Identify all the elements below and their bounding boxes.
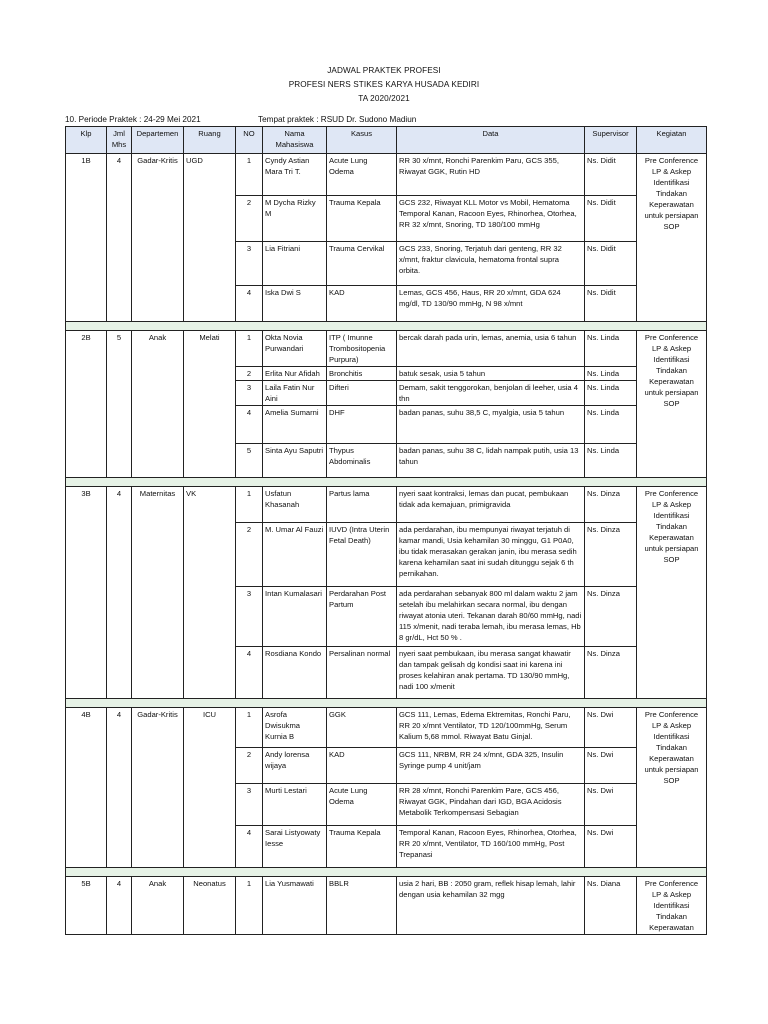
cell-no: 2 (236, 196, 263, 242)
cell-kasus: Trauma Kepala (327, 826, 397, 868)
table-row (66, 331, 707, 367)
cell-nama-mahasiswa: Amelia Sumarni (263, 406, 327, 444)
kegiatan-line: SOP (663, 222, 680, 231)
cell-supervisor: Ns. Didit (585, 196, 637, 242)
kegiatan-line: LP & Askep (651, 890, 692, 899)
table-row (66, 154, 707, 196)
cell-supervisor: Ns. Didit (585, 242, 637, 286)
cell-data: nyeri saat kontraksi, lemas dan pucat, pembukaan tidak ada kemajuan, primigravida (397, 487, 585, 523)
cell-data: GCS 233, Snoring, Terjatuh dari genteng, RR 32 x/mnt, fraktur clavicula, hematoma frontal supra orbita. (397, 242, 585, 286)
cell-nama-mahasiswa: Murti Lestari (263, 784, 327, 826)
cell-no: 1 (236, 154, 263, 196)
cell-no: 3 (236, 381, 263, 406)
cell-kasus: Persalinan normal (327, 647, 397, 699)
cell-klp: 5B (66, 877, 107, 935)
cell-data: badan panas, suhu 38,5 C, myalgia, usia 5 tahun (397, 406, 585, 444)
cell-ruang: VK (184, 487, 236, 699)
col-header-data: Data (397, 127, 585, 154)
col-header-nama: Nama Mahasiswa (263, 127, 327, 154)
header-row (66, 127, 707, 154)
cell-ruang: UGD (184, 154, 236, 322)
kegiatan-line: Tindakan (656, 189, 687, 198)
cell-kasus: KAD (327, 286, 397, 322)
cell-supervisor: Ns. Dinza (585, 647, 637, 699)
cell-departemen: Anak (132, 331, 184, 478)
practice-period: 10. Periode Praktek : 24-29 Mei 2021 (65, 115, 201, 124)
cell-supervisor: Ns. Didit (585, 286, 637, 322)
kegiatan-line: Pre Conference (644, 879, 699, 888)
cell-kasus: Partus lama (327, 487, 397, 523)
kegiatan-line: Tindakan (656, 522, 687, 531)
cell-no: 2 (236, 748, 263, 784)
cell-no: 1 (236, 487, 263, 523)
kegiatan-line: untuk persiapan (644, 544, 699, 553)
cell-supervisor: Ns. Dwi (585, 826, 637, 868)
cell-data: badan panas, suhu 38 C, lidah nampak putih, usia 13 tahun (397, 444, 585, 478)
schedule-table (65, 126, 707, 935)
table-body (66, 154, 707, 935)
cell-data: GCS 111, Lemas, Edema Ektremitas, Ronchi Paru, RR 20 x/mnt Ventilator, TD 120/100mmHg, Serum Kalium 5,68 mmol. Riwayat Batu Ginjal. (397, 708, 585, 748)
cell-supervisor: Ns. Dinza (585, 523, 637, 587)
cell-kegiatan (637, 154, 707, 322)
cell-no: 1 (236, 708, 263, 748)
kegiatan-line: Keperawatan (649, 200, 694, 209)
cell-kasus: Thypus Abdominalis (327, 444, 397, 478)
cell-kasus: Bronchitis (327, 367, 397, 381)
group-spacer-row (66, 868, 707, 877)
cell-supervisor: Ns. Linda (585, 381, 637, 406)
cell-klp: 2B (66, 331, 107, 478)
col-header-supervisor: Supervisor (585, 127, 637, 154)
table-header (66, 127, 707, 154)
cell-klp: 1B (66, 154, 107, 322)
table-row (66, 487, 707, 523)
cell-kasus: Acute Lung Odema (327, 154, 397, 196)
cell-supervisor: Ns. Dinza (585, 487, 637, 523)
cell-no: 4 (236, 286, 263, 322)
group-spacer-row (66, 699, 707, 708)
cell-kegiatan (637, 487, 707, 699)
cell-no: 4 (236, 826, 263, 868)
cell-data: bercak darah pada urin, lemas, anemia, usia 6 tahun (397, 331, 585, 367)
cell-nama-mahasiswa: Erlita Nur Afidah (263, 367, 327, 381)
cell-kasus: Acute Lung Odema (327, 784, 397, 826)
cell-ruang: Melati (184, 331, 236, 478)
cell-no: 4 (236, 647, 263, 699)
cell-nama-mahasiswa: Cyndy Astian Mara Tri T. (263, 154, 327, 196)
group-spacer-row (66, 322, 707, 331)
kegiatan-line: untuk persiapan (644, 388, 699, 397)
kegiatan-line: Identifikasi (653, 355, 690, 364)
cell-data: RR 30 x/mnt, Ronchi Parenkim Paru, GCS 355, Riwayat GGK, Rutin HD (397, 154, 585, 196)
cell-data: nyeri saat pembukaan, ibu merasa sangat khawatir dan tampak gelisah dg kondisi saat ini karena ini proses kelahiran anak pertama. TD 130/90 mmHg, nadi 100 x/menit (397, 647, 585, 699)
cell-klp: 4B (66, 708, 107, 868)
cell-nama-mahasiswa: Sinta Ayu Saputri (263, 444, 327, 478)
group-spacer-row (66, 478, 707, 487)
cell-ruang: Neonatus (184, 877, 236, 935)
kegiatan-line: Tindakan (656, 366, 687, 375)
cell-nama-mahasiswa: Usfatun Khasanah (263, 487, 327, 523)
cell-kasus: KAD (327, 748, 397, 784)
cell-kasus: Perdarahan Post Partum (327, 587, 397, 647)
kegiatan-line: Tindakan (656, 912, 687, 921)
kegiatan-line: Keperawatan (649, 533, 694, 542)
kegiatan-line: LP & Askep (651, 721, 692, 730)
cell-jml-mhs: 4 (107, 708, 132, 868)
cell-departemen: Gadar-Kritis (132, 154, 184, 322)
cell-departemen: Maternitas (132, 487, 184, 699)
spacer-cell (66, 322, 707, 331)
cell-nama-mahasiswa: Iska Dwi S (263, 286, 327, 322)
cell-data: GCS 111, NRBM, RR 24 x/mnt, GDA 325, Insulin Syringe pump 4 unit/jam (397, 748, 585, 784)
kegiatan-line: Keperawatan (649, 923, 694, 932)
doc-subtitle: PROFESI NERS STIKES KARYA HUSADA KEDIRI (288, 80, 480, 89)
cell-supervisor: Ns. Dwi (585, 784, 637, 826)
kegiatan-line: Identifikasi (653, 901, 690, 910)
cell-no: 3 (236, 242, 263, 286)
kegiatan-line: Pre Conference (644, 333, 699, 342)
cell-data: RR 28 x/mnt, Ronchi Parenkim Pare, GCS 456, Riwayat GGK, Pindahan dari IGD, BGA Acidosis Metabolik Terkompensasi Sebagian (397, 784, 585, 826)
kegiatan-line: Pre Conference (644, 710, 699, 719)
kegiatan-line: LP & Askep (651, 344, 692, 353)
cell-supervisor: Ns. Diana (585, 877, 637, 935)
cell-kegiatan (637, 877, 707, 935)
cell-jml-mhs: 4 (107, 487, 132, 699)
practice-location: Tempat praktek : RSUD Dr. Sudono Madiun (258, 115, 417, 124)
cell-jml-mhs: 5 (107, 331, 132, 478)
kegiatan-line: Identifikasi (653, 511, 690, 520)
cell-nama-mahasiswa: Lia Fitriani (263, 242, 327, 286)
cell-nama-mahasiswa: Asrofa Dwisukma Kurnia B (263, 708, 327, 748)
cell-nama-mahasiswa: M. Umar Al Fauzi (263, 523, 327, 587)
cell-no: 2 (236, 523, 263, 587)
cell-jml-mhs: 4 (107, 154, 132, 322)
cell-data: ada perdarahan, ibu mempunyai riwayat terjatuh di kamar mandi, Usia kehamilan 30 minggu, G1 P0A0, ibu tidak merasakan gerakan janin, ibu merasa sedih karena kehamilan saat ini sudah ditunggu sejak 6 th pernikahan. (397, 523, 585, 587)
cell-data: Temporal Kanan, Racoon Eyes, Rhinorhea, Otorhea, RR 20 x/mnt, Ventilator, TD 160/100 mmHg, Post Trepanasi (397, 826, 585, 868)
cell-nama-mahasiswa: Okta Novia Purwandari (263, 331, 327, 367)
kegiatan-line: SOP (663, 776, 680, 785)
col-header-departemen: Departemen (132, 127, 184, 154)
cell-nama-mahasiswa: Andy lorensa wijaya (263, 748, 327, 784)
kegiatan-line: LP & Askep (651, 500, 692, 509)
cell-kasus: DHF (327, 406, 397, 444)
kegiatan-line: Keperawatan (649, 754, 694, 763)
cell-nama-mahasiswa: Lia Yusmawati (263, 877, 327, 935)
kegiatan-line: Pre Conference (644, 156, 699, 165)
cell-klp: 3B (66, 487, 107, 699)
spacer-cell (66, 478, 707, 487)
cell-supervisor: Ns. Linda (585, 444, 637, 478)
cell-kasus: IUVD (Intra Uterin Fetal Death) (327, 523, 397, 587)
cell-kasus: Trauma Cervikal (327, 242, 397, 286)
table-row (66, 877, 707, 935)
col-header-kasus: Kasus (327, 127, 397, 154)
kegiatan-line: Tindakan (656, 743, 687, 752)
cell-kegiatan (637, 331, 707, 478)
kegiatan-line: untuk persiapan (644, 765, 699, 774)
col-header-kegiatan: Kegiatan (637, 127, 707, 154)
cell-nama-mahasiswa: Laila Fatin Nur Aini (263, 381, 327, 406)
cell-departemen: Anak (132, 877, 184, 935)
cell-supervisor: Ns. Didit (585, 154, 637, 196)
cell-nama-mahasiswa: Rosdiana Kondo (263, 647, 327, 699)
cell-supervisor: Ns. Linda (585, 331, 637, 367)
cell-supervisor: Ns. Linda (585, 367, 637, 381)
spacer-cell (66, 699, 707, 708)
cell-supervisor: Ns. Linda (585, 406, 637, 444)
cell-supervisor: Ns. Dwi (585, 708, 637, 748)
cell-data: Lemas, GCS 456, Haus, RR 20 x/mnt, GDA 624 mg/dl, TD 130/90 mmHg, N 98 x/mnt (397, 286, 585, 322)
cell-no: 3 (236, 784, 263, 826)
cell-data: GCS 232, Riwayat KLL Motor vs Mobil, Hematoma Temporal Kanan, Racoon Eyes, Rhinorhea, Otorhea, RR 32 x/mnt, Snoring, TD 180/100 mmHg (397, 196, 585, 242)
cell-no: 2 (236, 367, 263, 381)
cell-kasus: Difteri (327, 381, 397, 406)
cell-nama-mahasiswa: M Dycha Rizky M (263, 196, 327, 242)
cell-no: 1 (236, 877, 263, 935)
cell-departemen: Gadar-Kritis (132, 708, 184, 868)
kegiatan-line: Keperawatan (649, 377, 694, 386)
cell-kegiatan (637, 708, 707, 868)
cell-data: usia 2 hari, BB : 2050 gram, reflek hisap lemah, lahir dengan usia kehamilan 32 mgg (397, 877, 585, 935)
cell-supervisor: Ns. Dwi (585, 748, 637, 784)
cell-data: ada perdarahan sebanyak 800 ml dalam waktu 2 jam setelah ibu melahirkan secara normal, ibu dengan riwayat atonia uteri. Tekanan darah 80/60 mmHg, nadi 115 x/menit, nadi teraba lemah, ibu merasa lemas, Hb 8 gr/dL, Hct 50 % . (397, 587, 585, 647)
kegiatan-line: LP & Askep (651, 167, 692, 176)
col-header-jml: Jml Mhs (107, 127, 132, 154)
cell-nama-mahasiswa: Intan Kumalasari (263, 587, 327, 647)
spacer-cell (66, 868, 707, 877)
doc-title: JADWAL PRAKTEK PROFESI (327, 66, 441, 75)
kegiatan-line: Identifikasi (653, 178, 690, 187)
cell-supervisor: Ns. Dinza (585, 587, 637, 647)
cell-no: 5 (236, 444, 263, 478)
cell-no: 4 (236, 406, 263, 444)
col-header-klp: Klp (66, 127, 107, 154)
cell-kasus: ITP ( Imunne Trombositopenia Purpura) (327, 331, 397, 367)
kegiatan-line: Pre Conference (644, 489, 699, 498)
cell-no: 1 (236, 331, 263, 367)
cell-ruang: ICU (184, 708, 236, 868)
col-header-no: NO (236, 127, 263, 154)
cell-jml-mhs: 4 (107, 877, 132, 935)
kegiatan-line: Identifikasi (653, 732, 690, 741)
cell-data: Demam, sakit tenggorokan, benjolan di leeher, usia 4 thn (397, 381, 585, 406)
kegiatan-line: SOP (663, 399, 680, 408)
doc-year: TA 2020/2021 (358, 94, 410, 103)
cell-kasus: Trauma Kepala (327, 196, 397, 242)
kegiatan-line: untuk persiapan (644, 211, 699, 220)
kegiatan-line: SOP (663, 555, 680, 564)
table-row (66, 708, 707, 748)
cell-data: batuk sesak, usia 5 tahun (397, 367, 585, 381)
cell-nama-mahasiswa: Sarai Listyowaty Iesse (263, 826, 327, 868)
cell-kasus: GGK (327, 708, 397, 748)
cell-kasus: BBLR (327, 877, 397, 935)
cell-no: 3 (236, 587, 263, 647)
col-header-ruang: Ruang (184, 127, 236, 154)
